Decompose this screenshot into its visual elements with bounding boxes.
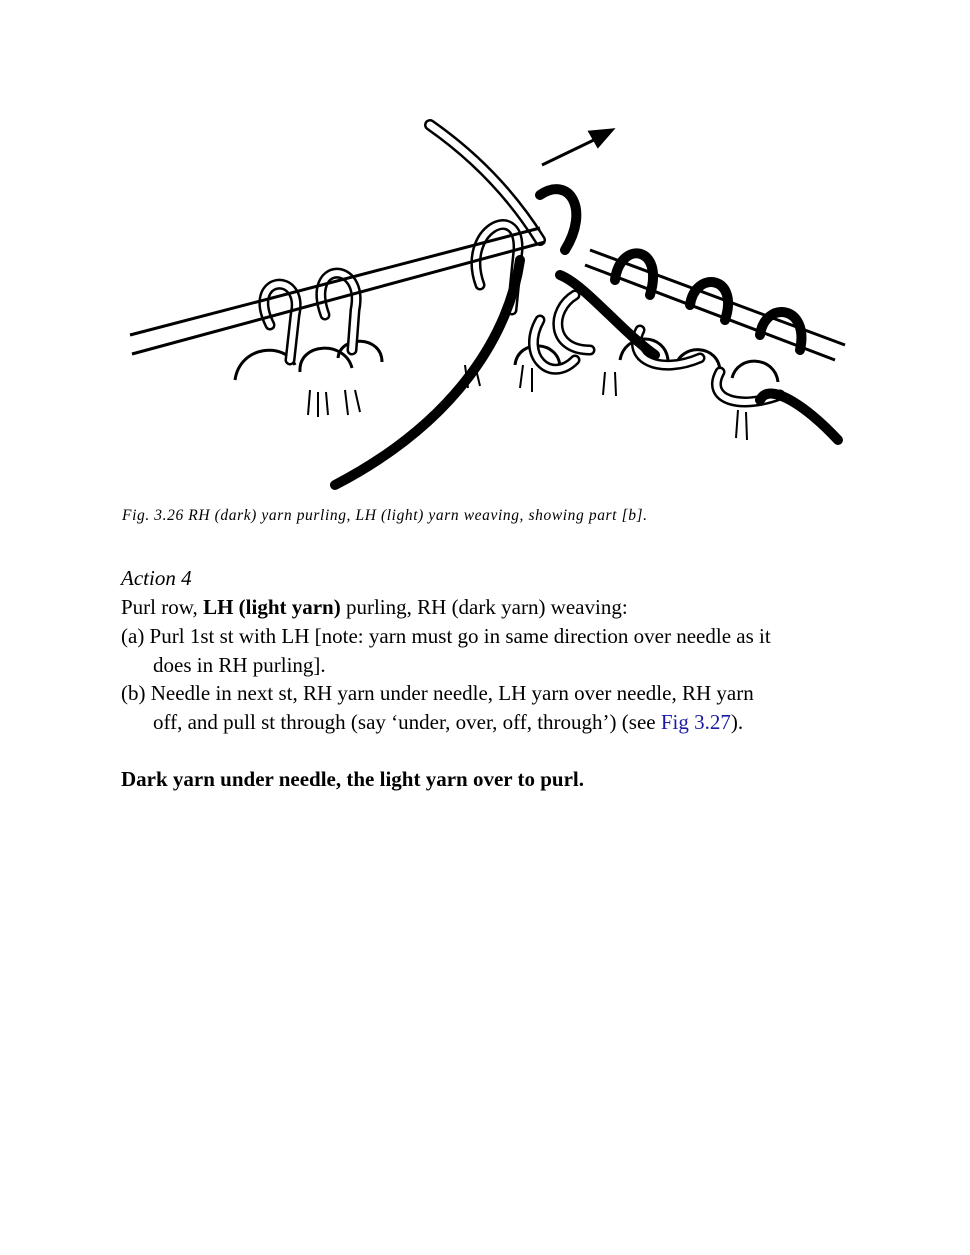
action-intro (121, 595, 628, 620)
intro-text: Purl row, (121, 595, 204, 619)
step-a-line2: does in RH purling]. (153, 653, 326, 677)
direction-arrow-icon (542, 130, 612, 165)
step-a-line1: (a) Purl 1st st with LH [note: yarn must go in same direction over needle as it (121, 624, 771, 648)
step-b-text-end: ). (730, 710, 744, 734)
fig-3-27-link[interactable]: Fig 3.27 (660, 710, 731, 734)
step-b-line1: (b) Needle in next st, RH yarn under needle, LH yarn over needle, RH yarn (121, 681, 754, 705)
step-b-line2 (153, 710, 743, 735)
dark-yarn-strand (335, 260, 520, 485)
knitting-illustration (120, 110, 850, 495)
figure-caption: Fig. 3.26 RH (dark) yarn purling, LH (light) yarn weaving, showing part [b]. (122, 507, 648, 524)
summary-line: Dark yarn under needle, the light yarn over to purl. (121, 767, 584, 791)
fringe-lines (308, 365, 747, 440)
light-yarn-strand (430, 125, 540, 240)
step-b-text: off, and pull st through (say ‘under, over, off, through’) (see (153, 710, 661, 734)
intro-text-end: purling, RH (dark yarn) weaving: (340, 595, 628, 619)
intro-bold-text: LH (light yarn) (203, 595, 341, 619)
knitting-diagram-svg (120, 110, 850, 495)
dark-stitches (540, 189, 838, 440)
action-heading: Action 4 (121, 566, 192, 590)
